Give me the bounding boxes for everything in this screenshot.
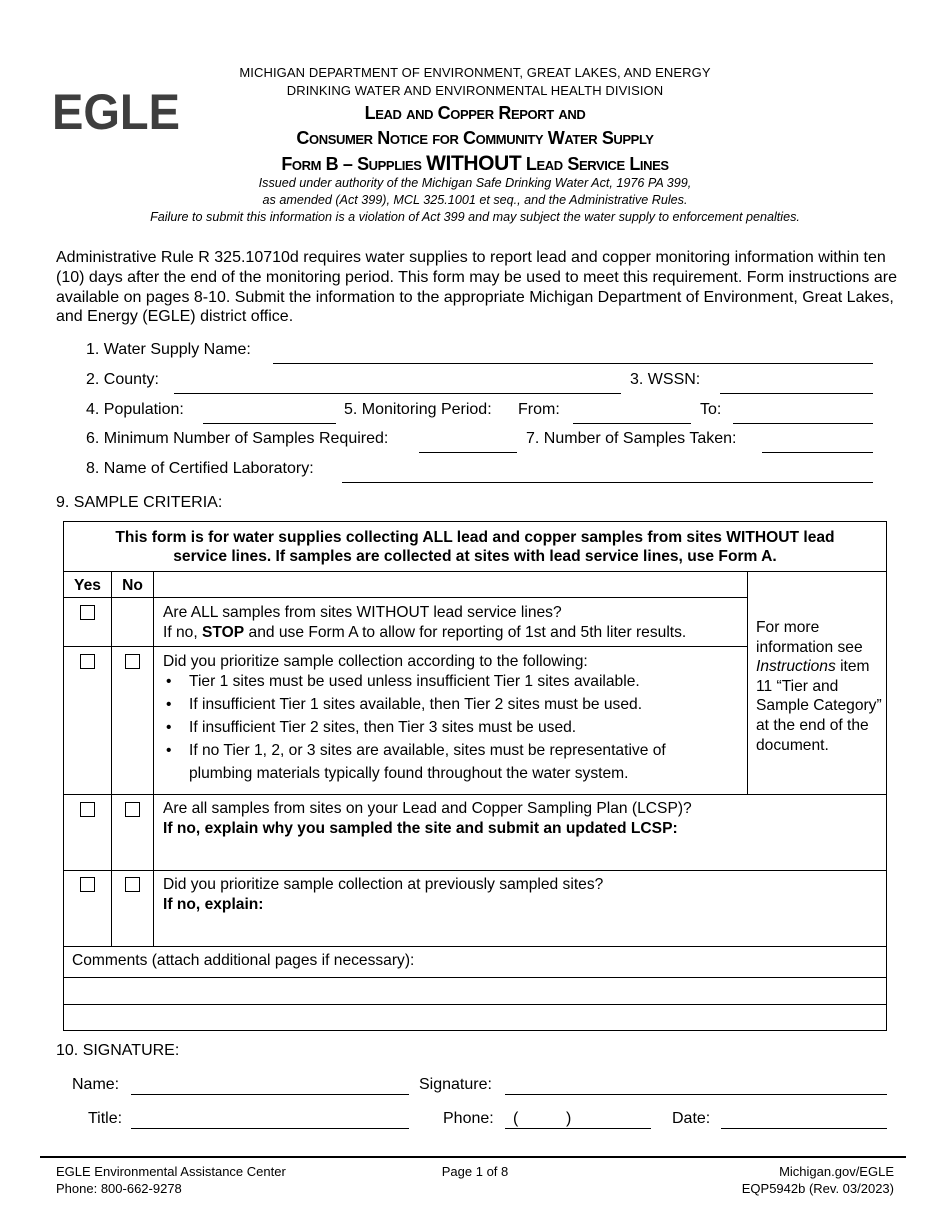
q2-yes-checkbox[interactable] xyxy=(80,654,95,669)
instructions-side-note xyxy=(756,618,882,755)
to-date-field[interactable] xyxy=(733,423,873,424)
egle-logo-text: EGLE xyxy=(52,86,180,136)
samples-taken-label: 7. Number of Samples Taken: xyxy=(526,430,737,447)
title-line-2: Consumer Notice for Community Water Supply xyxy=(296,128,654,148)
date-label: Date: xyxy=(672,1110,711,1127)
q1-question xyxy=(163,603,748,643)
q2-no-checkbox[interactable] xyxy=(125,654,140,669)
q1-line-1: Are ALL samples from sites WITHOUT lead service lines? xyxy=(163,604,562,621)
title-line-3-a: Form B – Supplies xyxy=(281,154,427,174)
side-note-instructions: Instructions xyxy=(756,658,836,676)
from-date-field[interactable] xyxy=(573,423,691,424)
rule xyxy=(63,870,887,871)
title-line-3 xyxy=(100,151,850,177)
q1-stop: STOP xyxy=(202,624,245,641)
q3-line-2: If no, explain why you sampled the site and submit an updated LCSP: xyxy=(163,820,678,837)
rule xyxy=(63,597,748,598)
rule xyxy=(63,646,748,647)
tier-list-item: • If no Tier 1, 2, or 3 sites are available, sites must be representative of plumbing materials typically found throughout the water system. xyxy=(163,739,723,785)
signer-title-label: Title: xyxy=(88,1110,123,1127)
q3-no-checkbox[interactable] xyxy=(125,802,140,817)
sample-criteria-heading: 9. SAMPLE CRITERIA: xyxy=(56,494,223,511)
population-label: 4. Population: xyxy=(86,401,184,418)
authority-line-1: Issued under authority of the Michigan Safe Drinking Water Act, 1976 PA 399, xyxy=(258,176,692,190)
comments-field-2[interactable] xyxy=(64,1005,886,1029)
comments-label: Comments (attach additional pages if necessary): xyxy=(72,952,415,969)
phone-field[interactable] xyxy=(505,1128,651,1129)
phone-area-open: ( xyxy=(513,1110,519,1127)
phone-label: Phone: xyxy=(443,1110,494,1127)
q2-line-1: Did you prioritize sample collection according to the following: xyxy=(163,653,588,670)
q1-line-2-a: If no, xyxy=(163,624,203,641)
laboratory-label: 8. Name of Certified Laboratory: xyxy=(86,460,314,477)
phone-area-close: ) xyxy=(566,1110,572,1127)
water-supply-name-label: 1. Water Supply Name: xyxy=(86,341,251,358)
side-note-a: For more information see xyxy=(756,619,863,656)
q4-yes-checkbox[interactable] xyxy=(80,877,95,892)
q1-yes-checkbox[interactable] xyxy=(80,605,95,620)
signer-name-label: Name: xyxy=(72,1076,120,1093)
banner-line-1: This form is for water supplies collecting ALL lead and copper samples from sites WITHOUT lead xyxy=(115,529,835,546)
title-line-1: Lead and Copper Report and xyxy=(364,103,586,123)
samples-taken-field[interactable] xyxy=(762,452,873,453)
q2-question xyxy=(163,652,723,785)
tier-list-item: • Tier 1 sites must be used unless insufficient Tier 1 sites available. xyxy=(163,670,723,693)
county-label: 2. County: xyxy=(86,371,159,388)
tier-list-item: • If insufficient Tier 2 sites, then Tier 3 sites must be used. xyxy=(163,716,723,739)
comments-field-1[interactable] xyxy=(64,978,886,1004)
signer-name-field[interactable] xyxy=(131,1094,409,1095)
banner-line-2: service lines. If samples are collected at sites with lead service lines, use Form A. xyxy=(173,548,777,565)
authority-statement xyxy=(100,175,850,226)
q1-line-2-c: and use Form A to allow for reporting of 1st and 5th liter results. xyxy=(244,624,687,641)
authority-line-2: as amended (Act 399), MCL 325.1001 et seq., and the Administrative Rules. xyxy=(262,193,688,207)
min-samples-field[interactable] xyxy=(419,452,517,453)
title-line-3-c: Lead Service Lines xyxy=(521,154,669,174)
monitoring-period-label: 5. Monitoring Period: xyxy=(344,401,492,418)
laboratory-field[interactable] xyxy=(342,482,873,483)
rule xyxy=(153,571,154,946)
signer-title-field[interactable] xyxy=(131,1128,409,1129)
footer-phone: Phone: 800-662-9278 xyxy=(56,1181,182,1196)
from-label: From: xyxy=(518,401,560,418)
division-name: DRINKING WATER AND ENVIRONMENTAL HEALTH DIVISION xyxy=(286,83,664,98)
tier-list-item: • If insufficient Tier 1 sites available, then Tier 2 sites must be used. xyxy=(163,693,723,716)
page-number: Page 1 of 8 xyxy=(441,1164,509,1179)
form-scope-banner xyxy=(64,528,886,566)
yes-column-header: Yes xyxy=(74,577,101,594)
no-column-header: No xyxy=(122,577,143,594)
signature-label: Signature: xyxy=(419,1076,492,1093)
water-supply-name-field[interactable] xyxy=(273,363,873,364)
rule xyxy=(63,946,887,947)
wssn-label: 3. WSSN: xyxy=(630,371,701,388)
q4-line-2: If no, explain: xyxy=(163,896,264,913)
population-field[interactable] xyxy=(203,423,336,424)
signature-heading: 10. SIGNATURE: xyxy=(56,1042,180,1059)
side-note-c: item 11 “Tier and Sample Category” at the end of the document. xyxy=(756,658,882,754)
q3-question xyxy=(163,799,878,839)
q4-question xyxy=(163,875,878,915)
county-field[interactable] xyxy=(174,393,621,394)
signature-field[interactable] xyxy=(505,1094,887,1095)
title-line-3-b: WITHOUT xyxy=(426,152,522,175)
rule xyxy=(111,571,112,946)
intro-paragraph: Administrative Rule R 325.10710d requires water supplies to report lead and copper monitoring information within ten (10) days after the end of the monitoring period. This form may be used to meet this requirement. Form instructions are available on pages 8-10. Submit the information to the appropriate Michigan Department of Environment, Great Lakes, and Energy (EGLE) district office. xyxy=(56,249,897,326)
q3-line-1: Are all samples from sites on your Lead and Copper Sampling Plan (LCSP)? xyxy=(163,800,692,817)
q3-yes-checkbox[interactable] xyxy=(80,802,95,817)
min-samples-label: 6. Minimum Number of Samples Required: xyxy=(86,430,389,447)
footer-center-name: EGLE Environmental Assistance Center xyxy=(56,1164,286,1179)
form-number: EQP5942b (Rev. 03/2023) xyxy=(741,1181,894,1196)
form-title xyxy=(100,101,850,177)
rule xyxy=(63,794,887,795)
footer-contact xyxy=(56,1163,286,1197)
tier-list xyxy=(163,670,723,785)
q4-no-checkbox[interactable] xyxy=(125,877,140,892)
q1-line-2 xyxy=(163,623,748,643)
agency-header xyxy=(100,64,850,100)
wssn-field[interactable] xyxy=(720,393,873,394)
rule xyxy=(63,571,887,572)
authority-line-3: Failure to submit this information is a violation of Act 399 and may subject the water supply to enforcement penalties. xyxy=(150,210,800,224)
date-field[interactable] xyxy=(721,1128,887,1129)
footer-divider xyxy=(40,1156,906,1158)
q4-line-1: Did you prioritize sample collection at previously sampled sites? xyxy=(163,876,604,893)
to-label: To: xyxy=(700,401,722,418)
footer-website: Michigan.gov/EGLE xyxy=(779,1164,894,1179)
agency-name: MICHIGAN DEPARTMENT OF ENVIRONMENT, GREAT LAKES, AND ENERGY xyxy=(239,65,711,80)
footer-right xyxy=(600,1163,894,1197)
